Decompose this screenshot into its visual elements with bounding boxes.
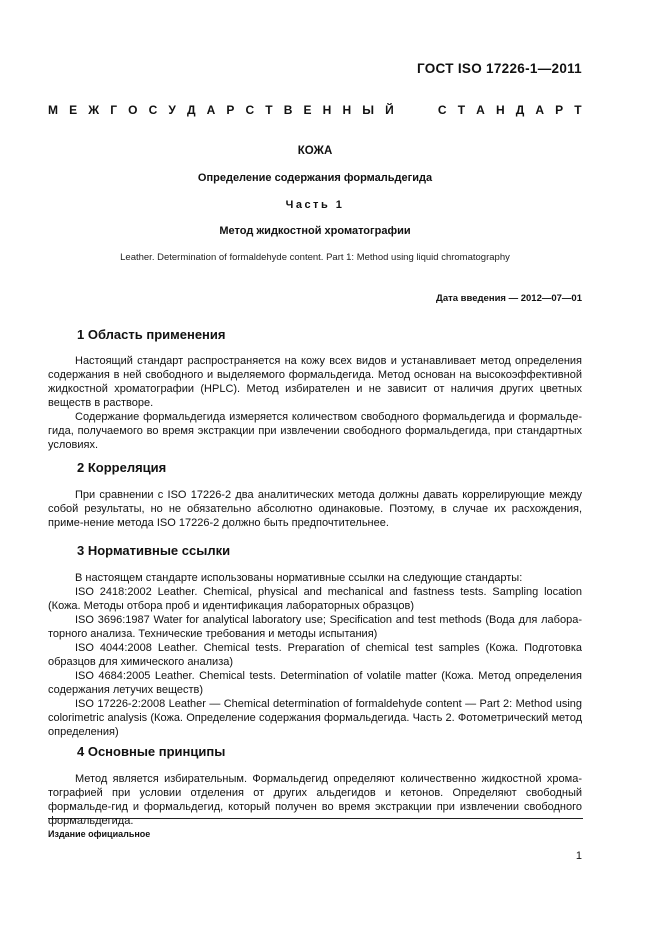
reference-item: ISO 2418:2002 Leather. Chemical, physical and mechanical and fastness tests. Sampling location (Кожа. Методы отбора проб и идентификация лабораторных образцов) [48, 586, 582, 612]
banner-letter: Д [186, 103, 196, 117]
document-method: Метод жидкостной хроматографии [219, 225, 411, 237]
banner-letter: С [148, 103, 158, 117]
banner-letter: Т [574, 103, 582, 117]
section-heading-normative-references: 3 Нормативные ссылки [77, 543, 231, 558]
section-body-principles [48, 772, 582, 828]
banner-letter: Ы [362, 103, 374, 117]
banner-letter: А [535, 103, 545, 117]
section-body-scope [48, 354, 582, 452]
paragraph: При сравнении с ISO 17226-2 два аналитических метода должны давать коррелирующие между собой результаты, но не обязательно абсолютно одинаковые. Поэтому, в случае их расхождения, приме-нение метода ISO 17226-2 должно быть предпочтительнее. [48, 489, 582, 529]
banner-letter: А [476, 103, 485, 117]
banner-letter: Р [226, 103, 235, 117]
english-title: Leather. Determination of formaldehyde content. Part 1: Method using liquid chromatography [120, 252, 510, 263]
footer-divider [48, 818, 583, 819]
official-edition-note: Издание официальное [48, 829, 151, 839]
standard-number: ГОСТ ISO 17226-1—2011 [416, 61, 582, 76]
section-body-normative-references [48, 571, 582, 739]
section-heading-scope: 1 Область применения [77, 327, 226, 342]
interstate-standard-banner [48, 103, 582, 117]
banner-letter: Н [342, 103, 352, 117]
document-subtitle: Определение содержания формальдегида [197, 172, 433, 184]
banner-letter: С [437, 103, 447, 117]
paragraph: В настоящем стандарте использованы нормативные ссылки на следующие стандарты: [75, 572, 523, 584]
banner-letter: Д [515, 103, 525, 117]
banner-letter: А [206, 103, 216, 117]
banner-letter: Н [495, 103, 505, 117]
banner-letter: Г [110, 103, 118, 117]
banner-letter: Е [303, 103, 312, 117]
reference-item: ISO 4044:2008 Leather. Chemical tests. Preparation of chemical test samples (Кожа. Подготовка образцов для химического анализа) [48, 642, 582, 668]
paragraph: Содержание формальдегида измеряется количеством свободного формальдегида и формальде-гида, получаемого во время экстракции при извлечении свободного формальдегида, при стандартных условиях. [48, 411, 582, 451]
document-title: КОЖА [297, 145, 333, 157]
banner-letter: Р [555, 103, 564, 117]
banner-letter: Н [322, 103, 332, 117]
banner-letter: Т [457, 103, 466, 117]
banner-letter: О [128, 103, 138, 117]
section-heading-principles: 4 Основные принципы [77, 744, 226, 759]
reference-item: ISO 4684:2005 Leather. Chemical tests. Determination of volatile matter (Кожа. Метод определения содержания летучих веществ) [48, 670, 582, 696]
reference-item: ISO 3696:1987 Water for analytical laboratory use; Specification and test methods (Вода для лабора-торного анализа. Технические требования и методы испытания) [48, 614, 582, 640]
banner-letter: М [48, 103, 58, 117]
page-number: 1 [575, 850, 582, 862]
paragraph: Метод является избирательным. Формальдегид определяют количественно жидкостной хрома-тографией при условии отделения от других альдегидов и кетонов. Определяют свободный формальде-гид и формальдегид, который получен во время экстракции при извлечении свободного формальдегида. [48, 773, 582, 827]
banner-letter: Ж [88, 103, 100, 117]
banner-letter: В [283, 103, 293, 117]
banner-word-gap [405, 103, 427, 117]
banner-letter: У [168, 103, 176, 117]
banner-letter: Т [265, 103, 273, 117]
section-heading-correlation: 2 Корреляция [77, 460, 167, 475]
section-body-correlation [48, 488, 582, 530]
introduction-date: Дата введения — 2012—07—01 [436, 293, 582, 304]
banner-letter: Е [69, 103, 78, 117]
banner-letter: Й [385, 103, 394, 117]
document-part: Часть 1 [285, 199, 345, 211]
reference-item: ISO 17226-2:2008 Leather — Chemical determination of formaldehyde content — Part 2: Method using colorimetric analysis (Кожа. Определение содержания формальдегида. Часть 2. Фотометрический метод определения) [48, 698, 582, 738]
banner-letter: С [245, 103, 255, 117]
paragraph: Настоящий стандарт распространяется на кожу всех видов и устанавливает метод определения содержания в ней свободного и выделяемого формальдегида. Метод основан на высокоэффективной жидкостной хроматографии (HPLC). Метод избирателен и не зависит от наличия других цветных веществ в растворе. [48, 355, 582, 409]
